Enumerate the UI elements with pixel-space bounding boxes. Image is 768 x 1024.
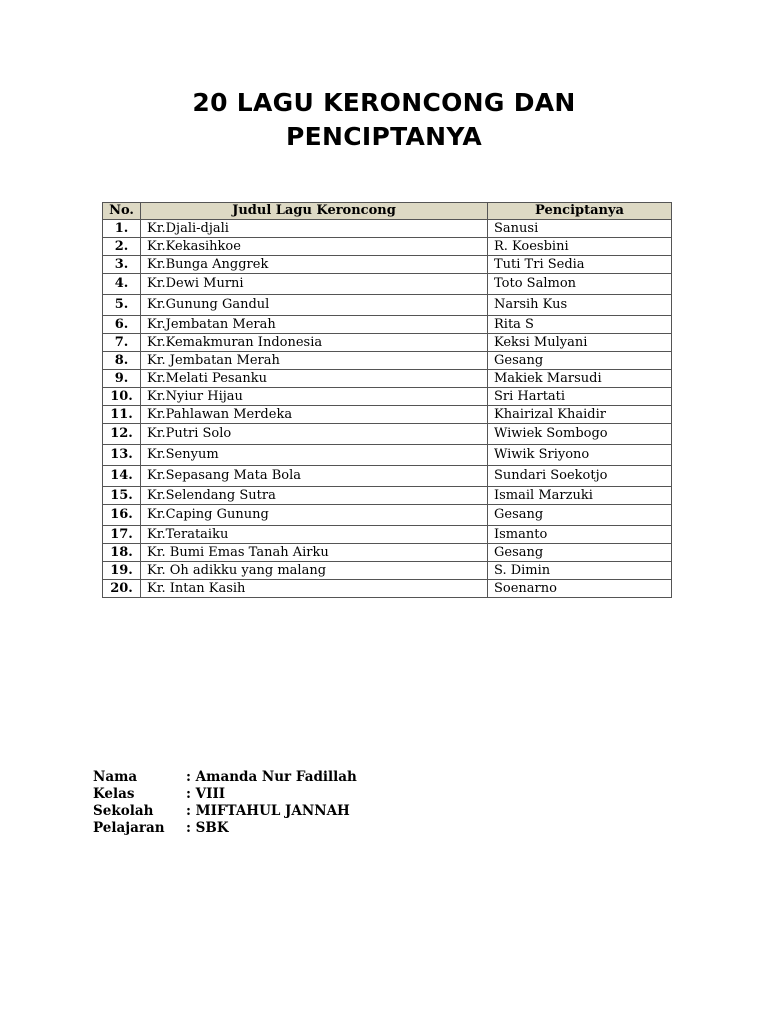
row-no: 3. (103, 256, 141, 274)
row-no: 8. (103, 352, 141, 370)
table-row (103, 352, 672, 370)
table-row (103, 220, 672, 238)
row-no: 12. (103, 424, 141, 445)
name-label: Nama (93, 769, 138, 785)
row-composer: Toto Salmon (488, 274, 672, 295)
row-composer: Sri Hartati (488, 388, 672, 406)
row-no: 14. (103, 466, 141, 487)
row-title: Kr.Pahlawan Merdeka (141, 406, 488, 424)
row-composer: Narsih Kus (488, 295, 672, 316)
info-row-school (93, 803, 357, 820)
row-no: 17. (103, 526, 141, 544)
info-row-name (93, 769, 357, 786)
subject-label: Pelajaran (93, 820, 165, 836)
table-row (103, 316, 672, 334)
row-title: Kr.Melati Pesanku (141, 370, 488, 388)
row-composer: Gesang (488, 544, 672, 562)
row-title: Kr. Bumi Emas Tanah Airku (141, 544, 488, 562)
table-row (103, 526, 672, 544)
row-composer: Ismail Marzuki (488, 487, 672, 505)
table-row (103, 505, 672, 526)
row-no: 9. (103, 370, 141, 388)
row-title: Kr.Bunga Anggrek (141, 256, 488, 274)
row-no: 1. (103, 220, 141, 238)
row-composer: Wiwiek Sombogo (488, 424, 672, 445)
row-no: 2. (103, 238, 141, 256)
row-no: 4. (103, 274, 141, 295)
row-composer: Sanusi (488, 220, 672, 238)
row-title: Kr.Nyiur Hijau (141, 388, 488, 406)
row-no: 13. (103, 445, 141, 466)
row-title: Kr.Terataiku (141, 526, 488, 544)
header-composer: Penciptanya (488, 203, 672, 220)
table-header-row (103, 203, 672, 220)
row-composer: R. Koesbini (488, 238, 672, 256)
row-title: Kr.Kekasihkoe (141, 238, 488, 256)
row-no: 16. (103, 505, 141, 526)
table-row (103, 406, 672, 424)
name-value: : Amanda Nur Fadillah (186, 769, 357, 785)
row-title: Kr.Dewi Murni (141, 274, 488, 295)
table-row (103, 334, 672, 352)
title-line-2: PENCIPTANYA (285, 122, 483, 151)
row-composer: Makiek Marsudi (488, 370, 672, 388)
row-title: Kr. Intan Kasih (141, 580, 488, 598)
class-label: Kelas (93, 786, 135, 802)
table-row (103, 238, 672, 256)
class-value: : VIII (186, 786, 226, 802)
table-row (103, 580, 672, 598)
row-composer: S. Dimin (488, 562, 672, 580)
row-no: 7. (103, 334, 141, 352)
row-composer: Sundari Soekotjo (488, 466, 672, 487)
header-no: No. (103, 203, 141, 220)
row-composer: Keksi Mulyani (488, 334, 672, 352)
row-no: 11. (103, 406, 141, 424)
row-composer: Tuti Tri Sedia (488, 256, 672, 274)
row-title: Kr.Caping Gunung (141, 505, 488, 526)
info-row-subject (93, 820, 357, 837)
row-title: Kr.Sepasang Mata Bola (141, 466, 488, 487)
row-no: 18. (103, 544, 141, 562)
row-title: Kr. Jembatan Merah (141, 352, 488, 370)
row-title: Kr.Putri Solo (141, 424, 488, 445)
document-title (0, 86, 768, 154)
table-row (103, 562, 672, 580)
row-no: 5. (103, 295, 141, 316)
row-title: Kr.Gunung Gandul (141, 295, 488, 316)
row-no: 10. (103, 388, 141, 406)
row-composer: Soenarno (488, 580, 672, 598)
table-row (103, 424, 672, 445)
row-composer: Ismanto (488, 526, 672, 544)
table-row (103, 274, 672, 295)
row-composer: Rita S (488, 316, 672, 334)
row-title: Kr.Jembatan Merah (141, 316, 488, 334)
table-row (103, 256, 672, 274)
subject-value: : SBK (186, 820, 229, 836)
table-row (103, 370, 672, 388)
row-title: Kr.Selendang Sutra (141, 487, 488, 505)
row-no: 19. (103, 562, 141, 580)
table-row (103, 487, 672, 505)
song-table (102, 202, 672, 598)
row-composer: Gesang (488, 352, 672, 370)
row-no: 6. (103, 316, 141, 334)
row-title: Kr.Djali-djali (141, 220, 488, 238)
school-value: : MIFTAHUL JANNAH (186, 803, 350, 819)
title-line-1: 20 LAGU KERONCONG DAN (192, 88, 576, 117)
info-row-class (93, 786, 357, 803)
row-no: 20. (103, 580, 141, 598)
row-composer: Gesang (488, 505, 672, 526)
row-composer: Wiwik Sriyono (488, 445, 672, 466)
table-row (103, 466, 672, 487)
school-label: Sekolah (93, 803, 154, 819)
row-title: Kr. Oh adikku yang malang (141, 562, 488, 580)
row-composer: Khairizal Khaidir (488, 406, 672, 424)
row-title: Kr.Senyum (141, 445, 488, 466)
header-title: Judul Lagu Keroncong (141, 203, 488, 220)
table-row (103, 445, 672, 466)
table-row (103, 544, 672, 562)
row-title: Kr.Kemakmuran Indonesia (141, 334, 488, 352)
row-no: 15. (103, 487, 141, 505)
student-info (93, 769, 357, 837)
table-row (103, 388, 672, 406)
table-row (103, 295, 672, 316)
